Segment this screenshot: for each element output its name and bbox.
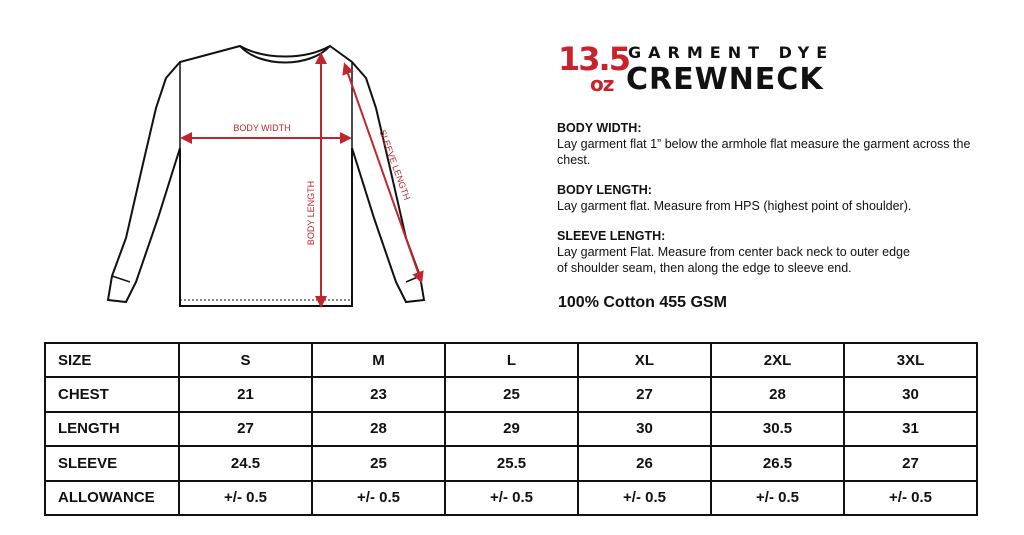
table-cell: +/- 0.5: [179, 481, 312, 515]
table-cell: +/- 0.5: [844, 481, 977, 515]
table-cell: 26.5: [711, 446, 844, 480]
table-header-cell: M: [312, 343, 445, 377]
fabric-weight-number: 13.5: [558, 40, 629, 78]
table-row-label: LENGTH: [45, 412, 179, 446]
table-header-cell: XL: [578, 343, 711, 377]
instruction-heading: BODY LENGTH:: [557, 183, 652, 197]
body-width-label: BODY WIDTH: [233, 123, 291, 133]
table-cell: 27: [844, 446, 977, 480]
cuff-seams: [112, 276, 420, 282]
table-row: [45, 377, 977, 411]
table-cell: +/- 0.5: [445, 481, 578, 515]
table-cell: 28: [312, 412, 445, 446]
table-header-cell: 3XL: [844, 343, 977, 377]
size-chart-table: [44, 342, 978, 516]
instruction-body-length: [557, 182, 987, 214]
measurement-instructions: [557, 120, 987, 290]
table-cell: 26: [578, 446, 711, 480]
table-cell: 30: [844, 377, 977, 411]
table-cell: 23: [312, 377, 445, 411]
garment-diagram: [90, 38, 450, 328]
table-cell: +/- 0.5: [578, 481, 711, 515]
table-cell: 24.5: [179, 446, 312, 480]
table-cell: 30.5: [711, 412, 844, 446]
table-cell: 21: [179, 377, 312, 411]
fabric-composition: 100% Cotton 455 GSM: [558, 294, 727, 311]
instruction-heading: SLEEVE LENGTH:: [557, 229, 666, 243]
table-cell: 27: [179, 412, 312, 446]
table-header-cell: SIZE: [45, 343, 179, 377]
fabric-weight-unit: oz: [590, 72, 614, 96]
table-cell: 25: [445, 377, 578, 411]
table-row: [45, 446, 977, 480]
table-cell: +/- 0.5: [312, 481, 445, 515]
instruction-sleeve-length: [557, 228, 987, 276]
sleeve-length-label: SLEEVE LENGTH: [377, 128, 413, 202]
table-row-label: ALLOWANCE: [45, 481, 179, 515]
table-header-row: [45, 343, 977, 377]
instruction-text: Lay garment flat. Measure from HPS (highest point of shoulder).: [557, 199, 912, 213]
instruction-heading: BODY WIDTH:: [557, 121, 642, 135]
table-cell: 31: [844, 412, 977, 446]
product-title-block: [558, 40, 858, 100]
table-row: [45, 481, 977, 515]
collar-line: [240, 46, 330, 63]
table-row: [45, 412, 977, 446]
table-cell: 30: [578, 412, 711, 446]
body-length-label: BODY LENGTH: [306, 180, 316, 246]
table-cell: 25: [312, 446, 445, 480]
table-header-cell: S: [179, 343, 312, 377]
table-row-label: CHEST: [45, 377, 179, 411]
table-header-cell: L: [445, 343, 578, 377]
sweatshirt-outline: [108, 46, 424, 306]
table-cell: +/- 0.5: [711, 481, 844, 515]
table-cell: 25.5: [445, 446, 578, 480]
instruction-text: Lay garment Flat. Measure from center back neck to outer edge of shoulder seam, then along the edge to sleeve end.: [557, 245, 910, 275]
title-garment-dye: GARMENT DYE: [628, 43, 835, 62]
table-row-label: SLEEVE: [45, 446, 179, 480]
instruction-body-width: [557, 120, 987, 168]
instruction-text: Lay garment flat 1” below the armhole flat measure the garment across the chest.: [557, 137, 971, 167]
table-cell: 28: [711, 377, 844, 411]
table-header-cell: 2XL: [711, 343, 844, 377]
armhole-seams: [180, 62, 352, 148]
crewneck-sweatshirt-illustration: [90, 38, 450, 328]
table-cell: 27: [578, 377, 711, 411]
title-crewneck: CREWNECK: [626, 62, 824, 97]
table-cell: 29: [445, 412, 578, 446]
